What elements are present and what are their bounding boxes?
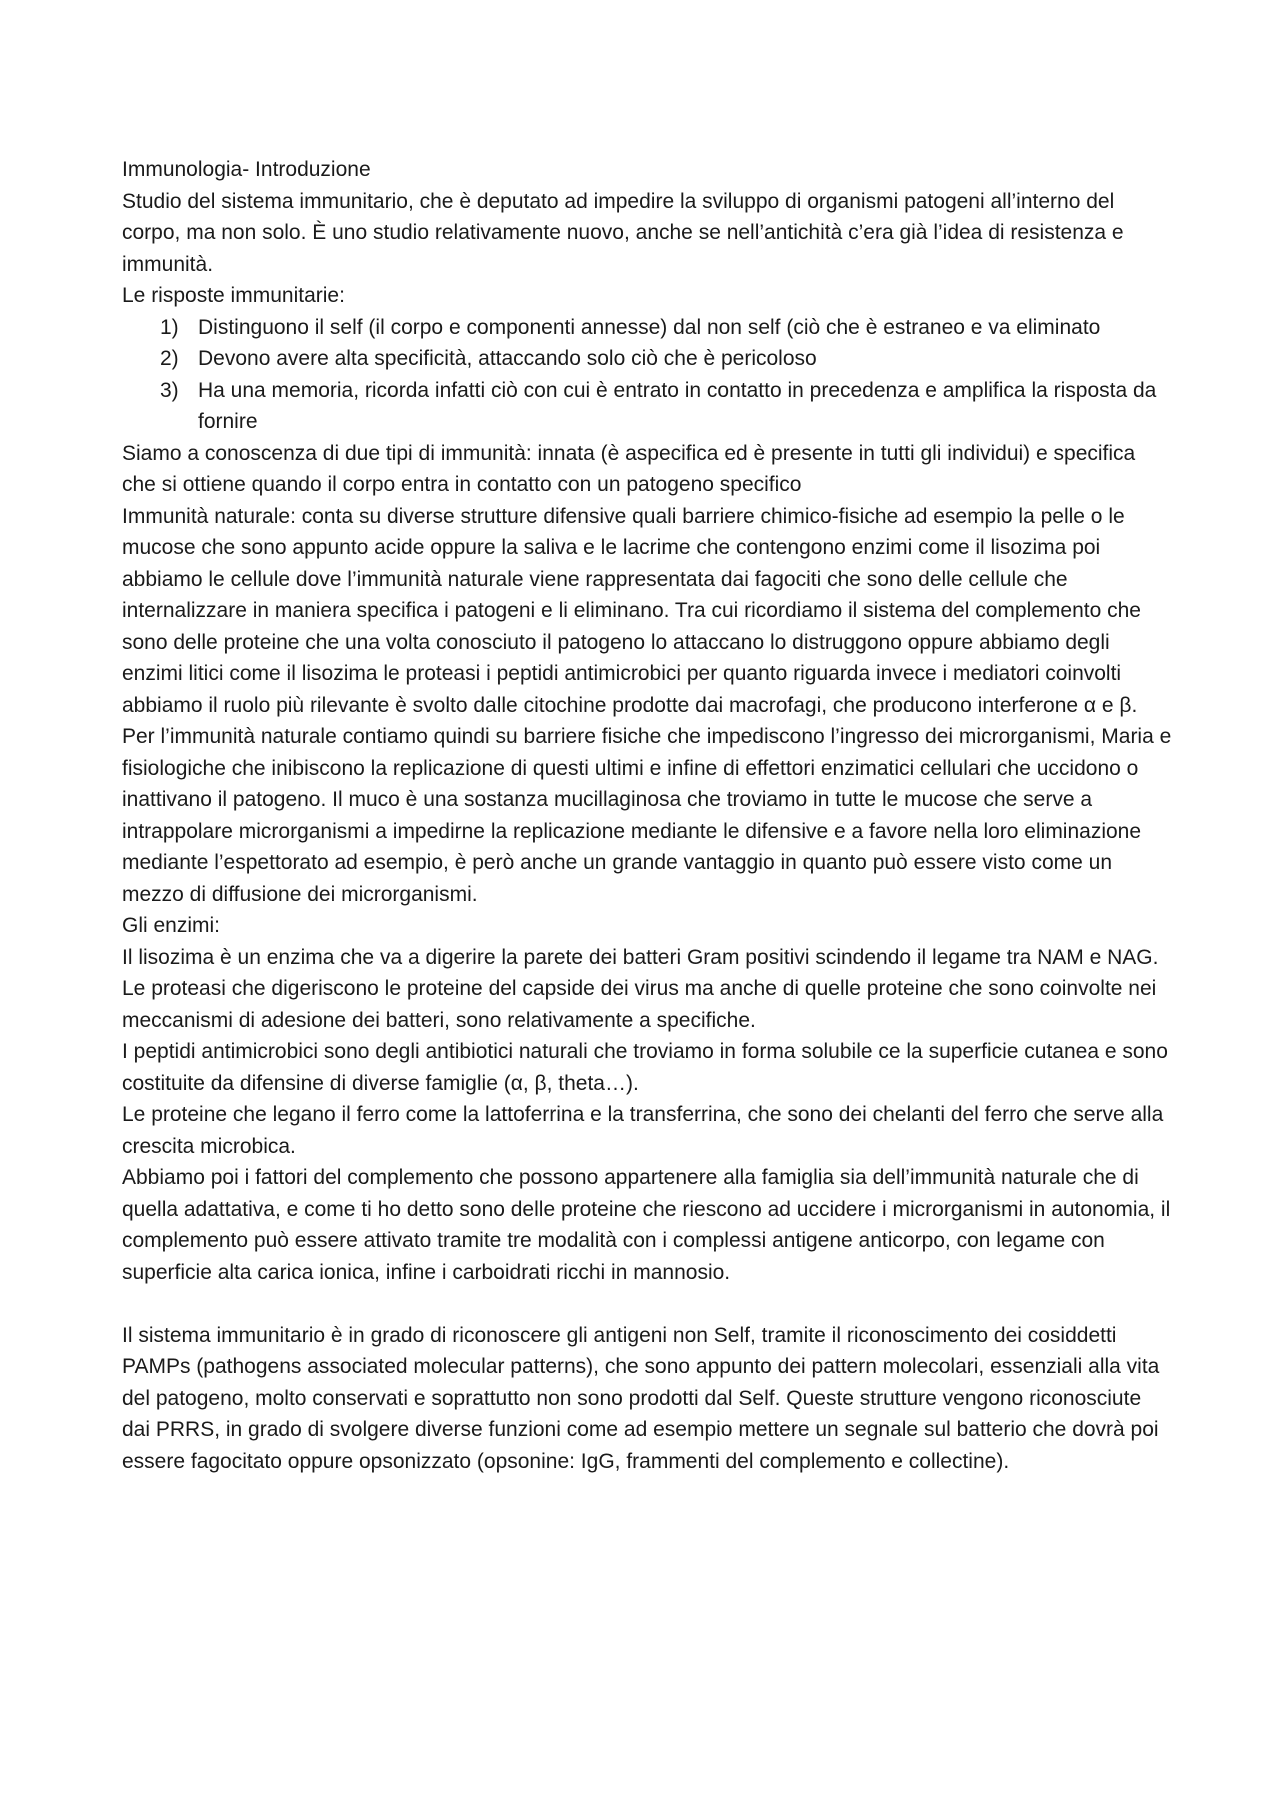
document-title: Immunologia- Introduzione: [122, 158, 371, 181]
lysozyme-paragraph: Il lisozima è un enzima che va a digerire la parete dei batteri Gram positivi scindendo il legame tra NAM e NAG.: [122, 945, 1159, 969]
document-page: [122, 154, 1172, 1477]
immunity-types-paragraph: Siamo a conoscenza di due tipi di immunità: innata (è aspecifica ed è presente in tutti gli individui) e specifica che si ottiene quando il corpo entra in contatto con un patogeno specifico: [122, 441, 1136, 496]
immune-responses-list: [122, 312, 1172, 438]
list-item: [160, 343, 1172, 375]
list-item-text: Distinguono il self (il corpo e componenti annesse) dal non self (ciò che è estraneo e va eliminato: [198, 315, 1101, 339]
list-item: [160, 312, 1172, 344]
blank-line: [122, 1288, 1172, 1320]
antimicrobial-peptides-paragraph: I peptidi antimicrobici sono degli antibiotici naturali che troviamo in forma solubile ce la superficie cutanea e sono costituite da difensine di diverse famiglie (α, β, theta…).: [122, 1040, 1168, 1095]
physical-barriers-paragraph: Per l’immunità naturale contiamo quindi su barriere fisiche che impediscono l’ingresso dei microrganismi, Maria e fisiologiche che inibiscono la replicazione di questi ultimi e infine di effettori enzimatici cellulari che uccidono o inattivano il patogeno. Il muco è una sostanza mucillaginosa che troviamo in tutte le mucose che serve a intrappolare microrganismi a impedirne la replicazione mediante le difensive e a favore nella loro eliminazione mediante l’espettorato ad esempio, è però anche un grande vantaggio in quanto può essere visto come un mezzo di diffusione dei microrganismi.: [122, 725, 1172, 906]
list-item-number: 1): [160, 315, 179, 339]
iron-binding-paragraph: Le proteine che legano il ferro come la lattoferrina e la transferrina, che sono dei chelanti del ferro che serve alla crescita microbica.: [122, 1103, 1164, 1158]
list-item-text: Ha una memoria, ricorda infatti ciò con cui è entrato in contatto in precedenza e amplifica la risposta da fornire: [198, 378, 1157, 433]
intro-paragraph: Studio del sistema immunitario, che è deputato ad impedire la sviluppo di organismi patogeni all’interno del corpo, ma non solo. È uno studio relativamente nuovo, anche se nell’antichità c’era già l’idea di resistenza e immunità.: [122, 189, 1124, 276]
complement-paragraph: Abbiamo poi i fattori del complemento che possono appartenere alla famiglia sia dell’immunità naturale che di quella adattativa, e come ti ho detto sono delle proteine che riescono ad uccidere i microrganismi in autonomia, il complemento può essere attivato tramite tre modalità con i complessi antigene anticorpo, con legame con superficie alta carica ionica, infine i carboidrati ricchi in mannosio.: [122, 1166, 1171, 1284]
list-item: [160, 375, 1172, 438]
list-item-number: 2): [160, 347, 179, 370]
proteases-paragraph: Le proteasi che digeriscono le proteine del capside dei virus ma anche di quelle proteine che sono coinvolte nei meccanismi di adesione dei batteri, sono relativamente a specifiche.: [122, 977, 1157, 1032]
list-heading: Le risposte immunitarie:: [122, 284, 345, 307]
enzymes-heading: Gli enzimi:: [122, 914, 221, 937]
list-item-number: 3): [160, 378, 179, 402]
natural-immunity-paragraph: Immunità naturale: conta su diverse strutture difensive quali barriere chimico-fisiche ad esempio la pelle o le mucose che sono appunto acide oppure la saliva e le lacrime che contengono enzimi come il lisozima poi abbiamo le cellule dove l’immunità naturale viene rappresentata dai fagociti che sono delle cellule che internalizzare in maniera specifica i patogeni e li eliminano. Tra cui ricordiamo il sistema del complemento che sono delle proteine che una volta conosciuto il patogeno lo attaccano lo distruggono oppure abbiamo degli enzimi litici come il lisozima le proteasi i peptidi antimicrobici per quanto riguarda invece i mediatori coinvolti abbiamo il ruolo più rilevante è svolto dalle citochine prodotte dai macrofagi, che producono interferone α e β.: [122, 504, 1141, 717]
pamps-paragraph: Il sistema immunitario è in grado di riconoscere gli antigeni non Self, tramite il riconoscimento dei cosiddetti PAMPs (pathogens associated molecular patterns), che sono appunto dei pattern molecolari, essenziali alla vita del patogeno, molto conservati e soprattutto non sono prodotti dal Self. Queste strutture vengono riconosciute dai PRRS, in grado di svolgere diverse funzioni come ad esempio mettere un segnale sul batterio che dovrà poi essere fagocitato oppure opsonizzato (opsonine: IgG, frammenti del complemento e collectine).: [122, 1323, 1160, 1473]
list-item-text: Devono avere alta specificità, attaccando solo ciò che è pericoloso: [198, 347, 817, 370]
